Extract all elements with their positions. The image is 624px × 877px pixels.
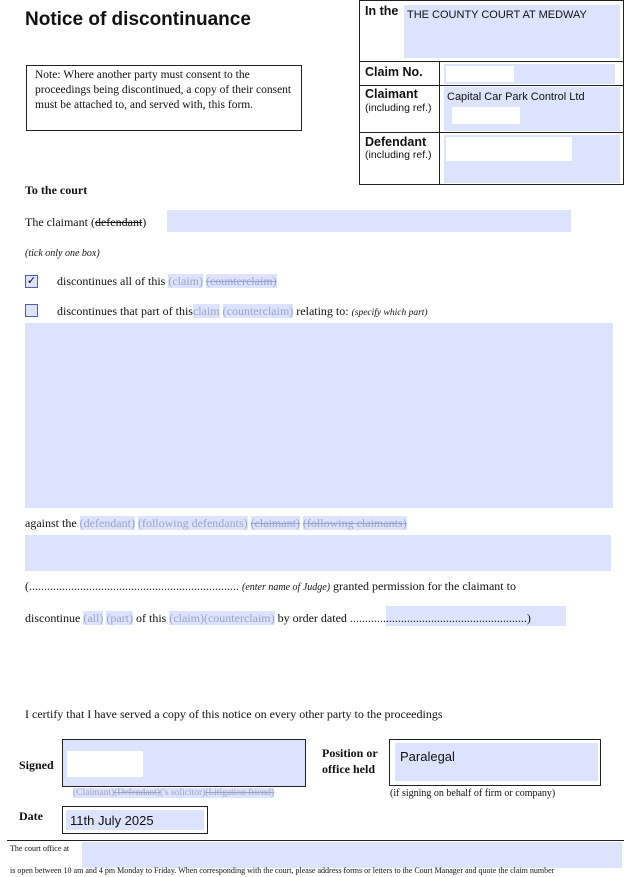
claimant-prefix: The claimant ( — [25, 215, 95, 229]
option-part-line — [57, 304, 428, 319]
claim-no-field[interactable] — [444, 64, 615, 84]
date-field[interactable] — [62, 806, 208, 834]
signature-field[interactable] — [62, 739, 306, 787]
option-part-relating: relating to: — [296, 304, 349, 318]
position-field[interactable] — [389, 739, 601, 786]
to-court-heading: To the court — [25, 183, 88, 197]
position-value: Paralegal — [395, 743, 598, 781]
defendant-value — [446, 137, 572, 161]
option-all-counterclaim[interactable]: (counterclaim) — [205, 274, 277, 288]
judge-dots[interactable]: ...................................................................... — [29, 579, 239, 593]
disc-close: ) — [526, 611, 531, 625]
option-part-counterclaim[interactable]: (counterclaim) — [222, 304, 294, 318]
divider — [360, 85, 623, 86]
position-label-line2: office held — [322, 762, 375, 776]
claim-no-label: Claim No. — [365, 65, 423, 79]
signature-box — [67, 751, 143, 777]
option-part-text: discontinues that part of this — [57, 304, 193, 318]
claimant-ref-label: (including ref.) — [365, 102, 432, 114]
date-value: 11th July 2025 — [66, 810, 204, 830]
claimant-suffix: ) — [142, 215, 147, 229]
discontinue-part-checkbox[interactable] — [25, 304, 38, 317]
disc-dots: ........................................................... — [349, 611, 527, 625]
role-claimant[interactable]: (Claimant) — [73, 788, 115, 798]
against-following-defendants[interactable]: (following defendants) — [137, 516, 248, 530]
judge-instruction: (enter name of Judge) — [242, 582, 331, 593]
tick-instruction: (tick only one box) — [25, 248, 100, 259]
claimant-name-field[interactable] — [167, 210, 571, 232]
role-defendant[interactable]: (Defendant) — [114, 788, 161, 798]
option-all-claim[interactable]: (claim) — [168, 274, 203, 288]
option-all-text: discontinues all of this — [57, 274, 166, 288]
against-prefix: against the — [25, 516, 77, 530]
claim-no-value — [446, 66, 514, 82]
judge-line — [25, 579, 516, 594]
signer-role-line — [73, 788, 274, 798]
role-litigation-friend[interactable]: (Litigation friend) — [205, 788, 275, 798]
court-office-field[interactable] — [82, 842, 622, 868]
disc-claim[interactable]: (claim)(counterclaim) — [169, 611, 275, 625]
disc-part[interactable]: (part) — [106, 611, 133, 625]
signed-label: Signed — [19, 758, 54, 772]
court-office-label: The court office at — [10, 844, 70, 853]
specify-part-field[interactable] — [25, 323, 613, 508]
in-the-label: In the — [365, 4, 399, 18]
page-title: Notice of discontinuance — [25, 9, 251, 30]
option-all-line — [57, 274, 277, 289]
certify-statement: I certify that I have served a copy of this notice on every other party to the proceedings — [25, 707, 443, 721]
disc-of-this: of this — [135, 611, 167, 625]
against-following-claimants[interactable]: (following claimants) — [302, 516, 407, 530]
discontinue-all-checkbox[interactable]: ✓ — [26, 275, 37, 287]
against-names-field[interactable] — [25, 535, 611, 571]
claimant-label: Claimant — [365, 87, 418, 101]
judge-text: granted permission for the claimant to — [333, 579, 516, 593]
date-label: Date — [19, 809, 43, 823]
judge-open: ( — [25, 579, 29, 593]
defendant-label: Defendant — [365, 135, 427, 149]
against-line — [25, 516, 407, 531]
against-claimant[interactable]: (claimant) — [250, 516, 300, 530]
option-part-specify: (specify which part) — [351, 308, 428, 318]
position-note: (if signing on behalf of firm or company) — [390, 788, 556, 799]
disc-all[interactable]: (all) — [83, 611, 104, 625]
claimant-value: Capital Car Park Control Ltd — [447, 91, 585, 103]
court-office-hours: is open between 10 am and 4 pm Monday to Friday. When corresponding with the court, please address forms or letters to the Court Manager and quote the claim number — [10, 866, 555, 875]
role-solicitor[interactable]: ('s solicitor) — [160, 788, 206, 798]
divider — [360, 61, 623, 62]
position-label-line1: Position or — [322, 746, 378, 760]
claimant-field[interactable] — [444, 87, 620, 131]
defendant-struck: defendant — [94, 215, 143, 229]
disc-order: by order dated — [277, 611, 347, 625]
court-name-field[interactable]: THE COUNTY COURT AT MEDWAY — [404, 5, 620, 58]
discontinue-line — [25, 611, 531, 626]
option-part-claim[interactable]: claim — [192, 304, 220, 318]
footer-divider — [7, 840, 624, 841]
divider — [360, 132, 623, 133]
defendant-field[interactable] — [444, 135, 620, 183]
position-label — [322, 745, 378, 777]
claimant-ref-box — [452, 107, 520, 124]
consent-note: Note: Where another party must consent to the proceedings being discontinued, a copy of their consent must be attached to, and served with, this form. — [26, 65, 302, 131]
disc-prefix: discontinue — [25, 611, 81, 625]
against-defendant[interactable]: (defendant) — [79, 516, 135, 530]
divider — [439, 61, 440, 185]
claimant-line — [25, 215, 146, 230]
defendant-ref-label: (including ref.) — [365, 149, 432, 161]
court-details-box — [359, 0, 624, 185]
